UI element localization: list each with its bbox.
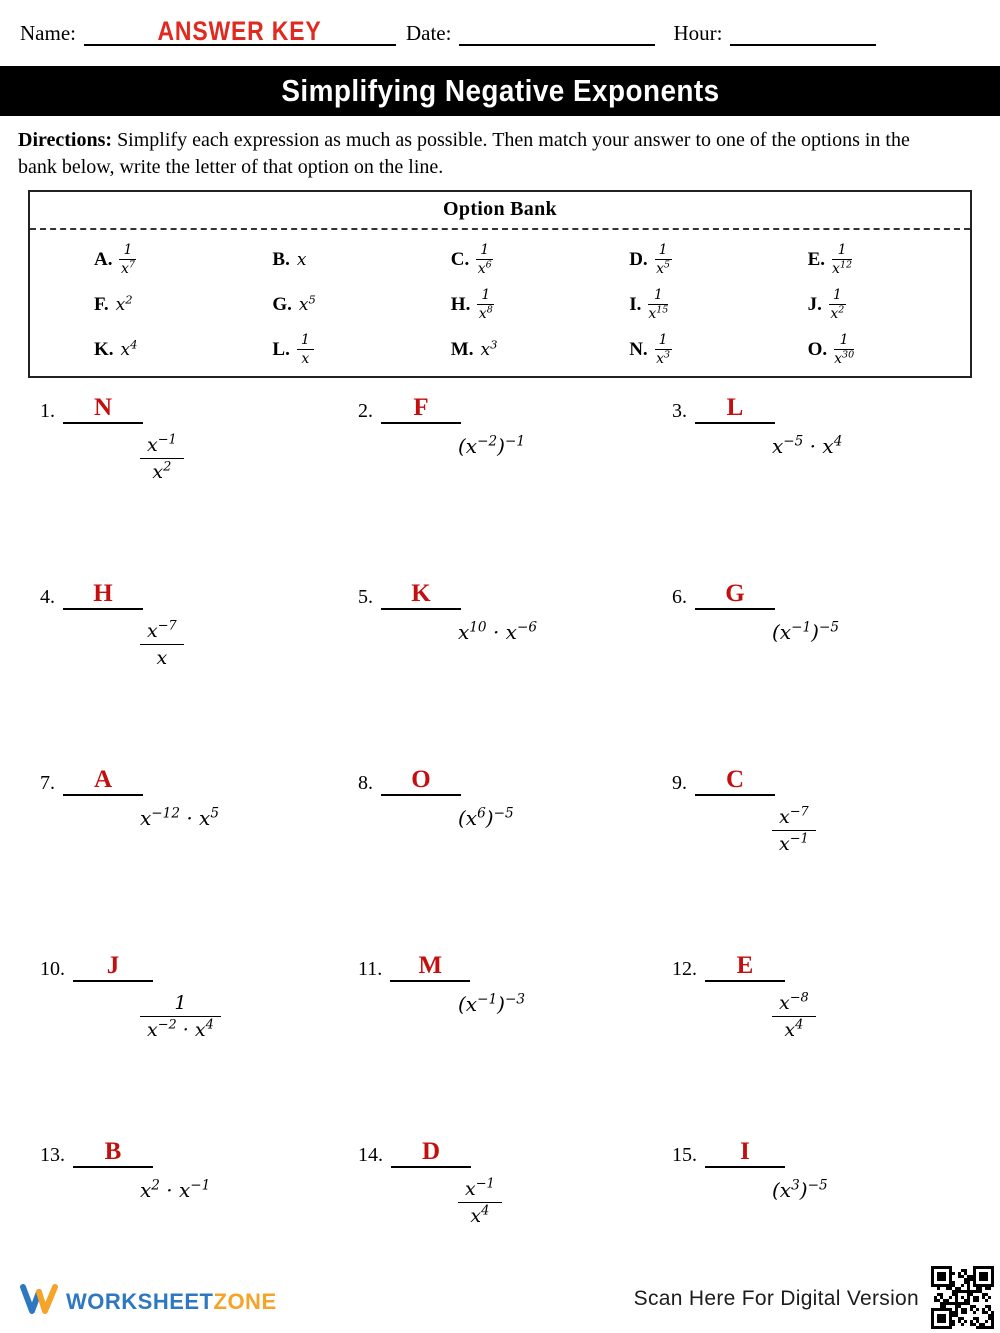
option-letter: B. xyxy=(272,248,290,270)
problem-10 xyxy=(40,953,358,1139)
problem-number: 14. xyxy=(358,1144,383,1166)
footer-right xyxy=(634,1266,994,1329)
answer-blank[interactable] xyxy=(63,395,143,424)
problem-answer-line xyxy=(40,395,358,424)
option-letter: O. xyxy=(807,338,828,360)
problem-number: 13. xyxy=(40,1144,65,1166)
problem-expression: $(x^{-1})^{-3}$ xyxy=(458,991,525,1016)
problem-number: 3. xyxy=(672,400,687,422)
answer-letter: B xyxy=(104,1138,122,1165)
option-bank-item xyxy=(589,283,767,326)
option-letter: J. xyxy=(807,293,822,315)
option-letter: L. xyxy=(272,338,290,360)
problem-answer-line xyxy=(672,953,994,982)
answer-letter: N xyxy=(93,394,113,421)
answer-blank[interactable] xyxy=(381,581,461,610)
problem-expression: $(x^3)^{-5}$ xyxy=(772,1177,828,1202)
option-letter: D. xyxy=(629,248,648,270)
problem-number: 1. xyxy=(40,400,55,422)
problem-8 xyxy=(358,767,672,953)
option-expression: $x^3$ xyxy=(480,336,498,360)
problem-answer-line xyxy=(358,1139,672,1168)
answer-blank[interactable] xyxy=(381,395,461,424)
answer-blank[interactable] xyxy=(73,953,153,982)
option-bank-item xyxy=(232,283,410,326)
problem-answer-line xyxy=(358,395,672,424)
problems-grid xyxy=(40,395,994,1325)
option-bank-item xyxy=(232,328,410,371)
problem-expression: $(x^6)^{-5}$ xyxy=(458,805,514,830)
problem-number: 6. xyxy=(672,586,687,608)
answer-letter: E xyxy=(736,952,754,979)
option-bank-grid xyxy=(30,230,970,375)
problem-answer-line xyxy=(358,953,672,982)
option-expression: $x^4$ xyxy=(120,336,138,360)
option-expression: $\frac{1}{x^{15}}$ xyxy=(648,287,669,322)
option-bank-item xyxy=(232,238,410,281)
problem-answer-line xyxy=(672,581,994,610)
problem-expression: $\frac{x^{-1}}{x^2}$ xyxy=(140,434,358,485)
problem-9 xyxy=(672,767,994,953)
directions-text: Simplify each expression as much as possible. Then match your answer to one of the options in the bank below, write the letter of that option on the line. xyxy=(18,129,910,178)
problem-number: 7. xyxy=(40,772,55,794)
option-letter: H. xyxy=(450,293,471,315)
header xyxy=(20,18,980,46)
problem-answer-line xyxy=(672,767,994,796)
problem-expression: $(x^{-2})^{-1}$ xyxy=(458,433,525,458)
problem-number: 2. xyxy=(358,400,373,422)
answer-letter: G xyxy=(725,580,745,607)
footer xyxy=(20,1266,994,1329)
answer-blank[interactable] xyxy=(695,767,775,796)
option-letter: M. xyxy=(450,338,474,360)
problem-expression: $\frac{1}{x^{-2} \cdot x^4}$ xyxy=(140,992,358,1043)
option-bank-item xyxy=(411,328,589,371)
date-label: Date: xyxy=(405,21,452,45)
problem-number: 10. xyxy=(40,958,65,980)
answer-letter: K xyxy=(411,580,431,607)
name-blank[interactable] xyxy=(84,18,396,46)
answer-letter: M xyxy=(418,952,443,979)
option-expression: $\frac{1}{x^2}$ xyxy=(830,287,845,322)
hour-label: Hour: xyxy=(673,21,723,45)
option-bank xyxy=(28,190,972,378)
option-letter: A. xyxy=(94,248,113,270)
worksheetzone-logo-icon xyxy=(20,1284,58,1319)
problem-expression: $\frac{x^{-8}}{x^4}$ xyxy=(772,992,994,1043)
problem-number: 5. xyxy=(358,586,373,608)
problem-expression: $(x^{-1})^{-5}$ xyxy=(772,619,839,644)
answer-letter: D xyxy=(421,1138,441,1165)
option-bank-item xyxy=(411,283,589,326)
problem-answer-line xyxy=(672,395,994,424)
problem-expression: $\frac{x^{-7}}{x}$ xyxy=(140,620,358,671)
problem-number: 12. xyxy=(672,958,697,980)
answer-blank[interactable] xyxy=(73,1139,153,1168)
option-expression: $x^5$ xyxy=(298,291,316,315)
problem-4 xyxy=(40,581,358,767)
worksheetzone-brand xyxy=(20,1284,277,1319)
option-letter: K. xyxy=(94,338,114,360)
qr-code xyxy=(931,1266,994,1329)
option-letter: G. xyxy=(272,293,292,315)
problem-answer-line xyxy=(40,1139,358,1168)
problem-6 xyxy=(672,581,994,767)
name-label: Name: xyxy=(20,21,76,45)
option-letter: N. xyxy=(629,338,648,360)
option-bank-item xyxy=(768,238,946,281)
problem-expression: $\frac{x^{-7}}{x^{-1}}$ xyxy=(772,806,994,857)
option-letter: I. xyxy=(629,293,642,315)
problem-answer-line xyxy=(40,581,358,610)
option-expression: $\frac{1}{x^{30}}$ xyxy=(834,332,855,367)
problem-2 xyxy=(358,395,672,581)
problem-number: 15. xyxy=(672,1144,697,1166)
problem-expression: $\frac{x^{-1}}{x^4}$ xyxy=(458,1178,672,1229)
option-bank-item xyxy=(589,238,767,281)
answer-letter: A xyxy=(93,766,113,793)
answer-blank[interactable] xyxy=(391,1139,471,1168)
scan-text: Scan Here For Digital Version xyxy=(633,1287,919,1310)
problem-answer-line xyxy=(40,953,358,982)
problem-1 xyxy=(40,395,358,581)
problem-5 xyxy=(358,581,672,767)
problem-answer-line xyxy=(358,581,672,610)
answer-letter: I xyxy=(740,1138,750,1165)
problem-answer-line xyxy=(40,767,358,796)
option-expression: $\frac{1}{x^5}$ xyxy=(656,242,671,277)
option-letter: F. xyxy=(94,293,109,315)
answer-letter: J xyxy=(106,952,120,979)
option-expression: $\frac{1}{x^3}$ xyxy=(656,332,671,367)
answer-letter: C xyxy=(725,766,745,793)
answer-blank[interactable] xyxy=(381,767,461,796)
answer-blank[interactable] xyxy=(705,953,785,982)
directions-label: Directions: xyxy=(18,129,113,151)
directions xyxy=(18,127,953,181)
problem-expression: $x^{-5} \cdot x^4$ xyxy=(772,433,843,458)
problem-expression: $x^{-12} \cdot x^5$ xyxy=(140,805,219,830)
option-bank-item xyxy=(54,328,232,371)
brand-worksheet-text: WORKSHEET xyxy=(66,1288,214,1314)
hour-blank[interactable] xyxy=(730,18,876,46)
option-expression: $\frac{1}{x}$ xyxy=(297,332,314,367)
answer-blank[interactable] xyxy=(63,767,143,796)
option-expression: $\frac{1}{x^6}$ xyxy=(477,242,492,277)
option-expression: $\frac{1}{x^8}$ xyxy=(478,287,493,322)
option-bank-item xyxy=(768,328,946,371)
problem-number: 11. xyxy=(358,958,383,980)
brand-zone-text: ZONE xyxy=(213,1288,277,1314)
problem-3 xyxy=(672,395,994,581)
option-letter: E. xyxy=(807,248,826,270)
problem-expression: $x^2 \cdot x^{-1}$ xyxy=(140,1177,211,1202)
answer-letter: L xyxy=(726,394,744,421)
answer-letter: F xyxy=(413,394,429,421)
problem-answer-line xyxy=(358,767,672,796)
option-bank-item xyxy=(768,283,946,326)
option-expression: $\frac{1}{x^{12}}$ xyxy=(832,242,853,277)
problem-12 xyxy=(672,953,994,1139)
option-expression: $\frac{1}{x^7}$ xyxy=(120,242,135,277)
problem-number: 9. xyxy=(672,772,687,794)
answer-blank[interactable] xyxy=(705,1139,785,1168)
title-banner xyxy=(0,66,1000,116)
answer-letter: H xyxy=(93,580,113,607)
problem-answer-line xyxy=(672,1139,994,1168)
problem-expression: $x^{10} \cdot x^{-6}$ xyxy=(458,619,537,644)
answer-blank[interactable] xyxy=(695,395,775,424)
option-bank-item xyxy=(411,238,589,281)
problem-number: 8. xyxy=(358,772,373,794)
date-blank[interactable] xyxy=(459,18,655,46)
answer-blank[interactable] xyxy=(63,581,143,610)
problem-11 xyxy=(358,953,672,1139)
option-letter: C. xyxy=(450,248,470,270)
answer-key-text: ANSWER KEY xyxy=(157,16,323,46)
option-bank-item xyxy=(54,283,232,326)
option-bank-item xyxy=(54,238,232,281)
option-expression: $x^2$ xyxy=(115,291,133,315)
problem-number: 4. xyxy=(40,586,55,608)
answer-blank[interactable] xyxy=(390,953,470,982)
option-bank-item xyxy=(589,328,767,371)
answer-blank[interactable] xyxy=(695,581,775,610)
option-bank-title: Option Bank xyxy=(30,192,970,230)
option-expression: x xyxy=(296,249,307,270)
problem-7 xyxy=(40,767,358,953)
answer-letter: O xyxy=(411,766,431,793)
page-title: Simplifying Negative Exponents xyxy=(280,73,720,108)
